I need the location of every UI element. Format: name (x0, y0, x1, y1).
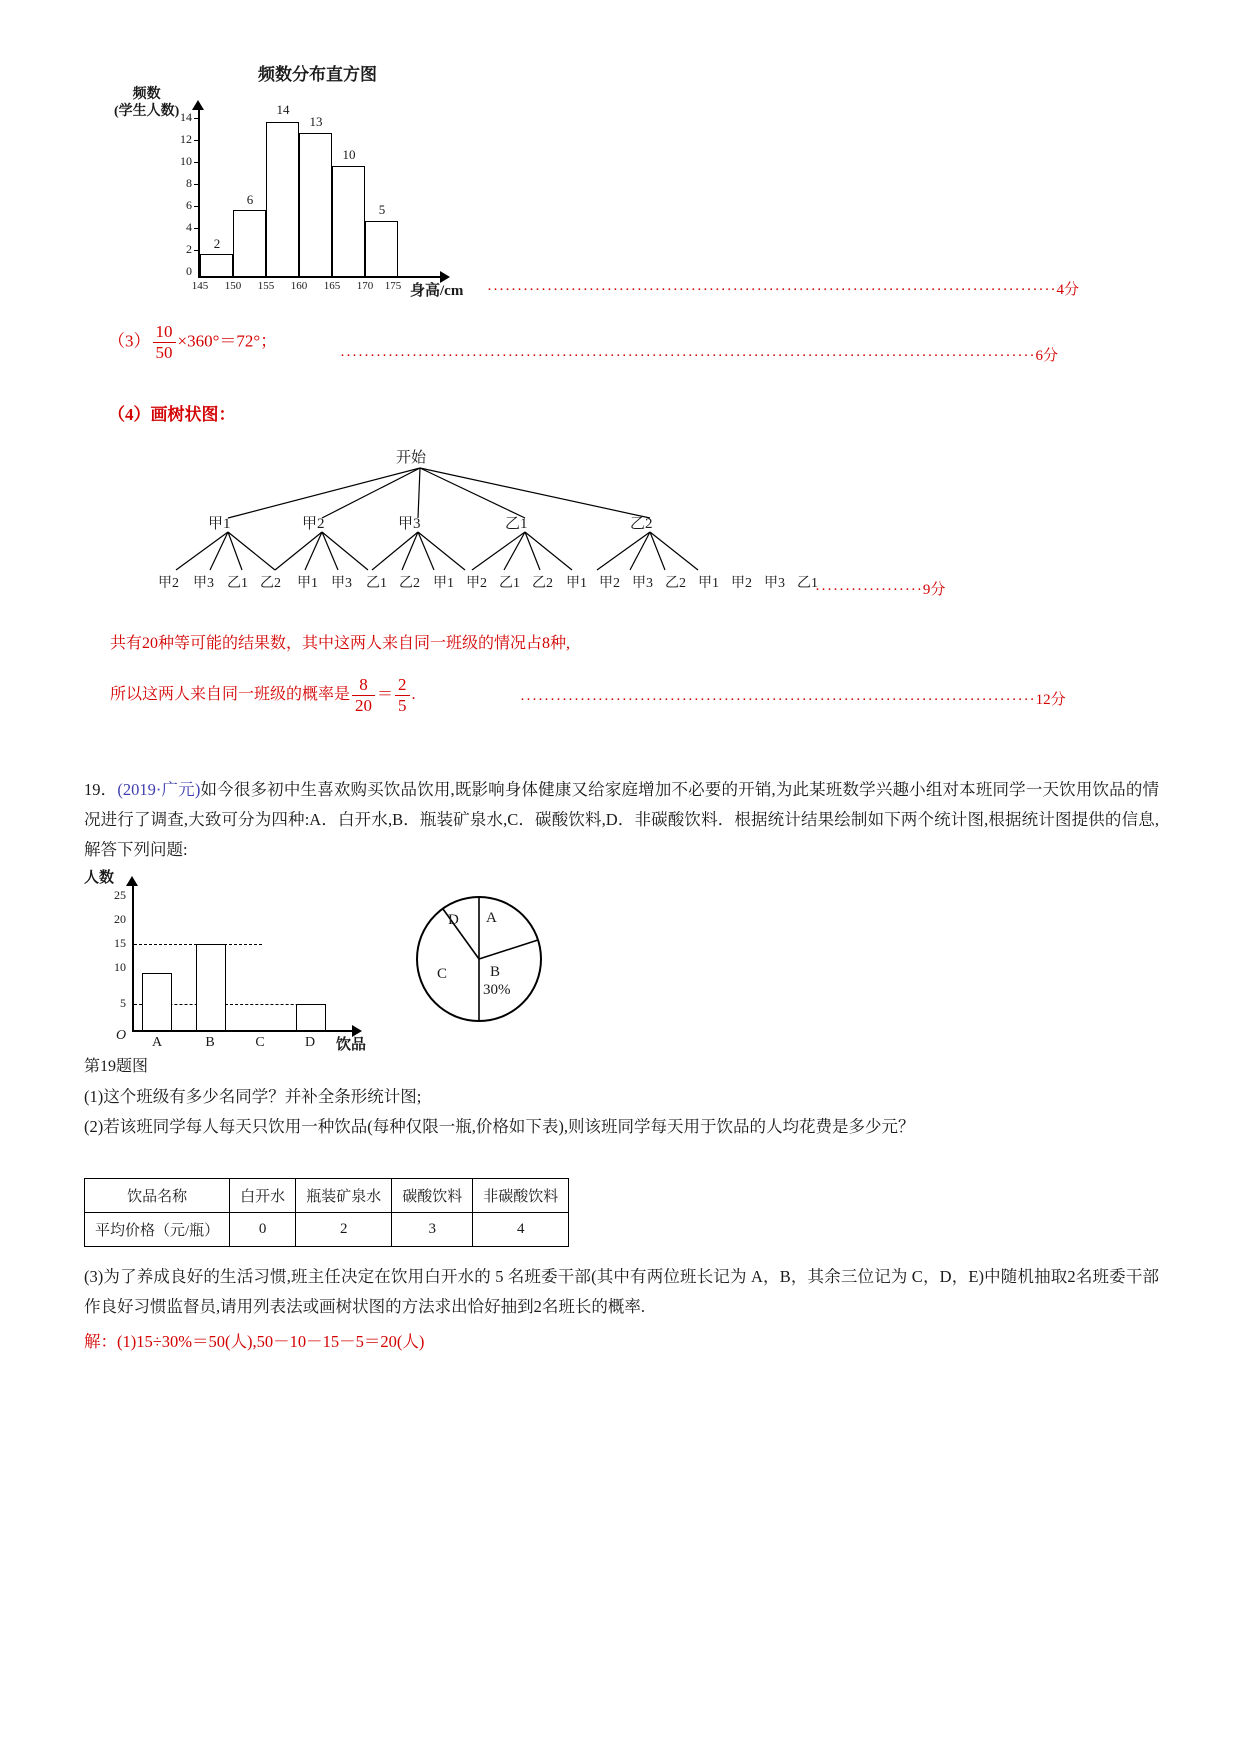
bar2-x-axis-title: 饮品 (336, 1037, 367, 1053)
bar2-x-tick-B: B (205, 1035, 215, 1050)
y-tick-0: 0 (186, 264, 192, 278)
bar-value-4: 13 (309, 114, 323, 129)
question-number: 19． (84, 780, 118, 799)
bar2-y-label: 人数 (84, 870, 115, 886)
table-cell-price-water: 0 (230, 1213, 296, 1247)
bar2-x-tick-D: D (304, 1035, 316, 1050)
tree-leaf: 甲2 (466, 576, 487, 591)
pie-label-B: B (490, 964, 501, 980)
score-line-12 (520, 688, 1066, 709)
score-12: 12分 (1035, 692, 1066, 708)
bar-160-165 (299, 133, 332, 276)
dot-leader: ···················································································································· (340, 348, 1036, 364)
y-axis-label-line1: 频数 (132, 87, 161, 102)
table-cell-price-label: 平均价格（元/瓶） (85, 1213, 230, 1247)
question-source: (2019·广元) (117, 780, 201, 799)
fraction-2-5 (395, 675, 410, 716)
tree-leaf: 甲3 (331, 576, 352, 591)
tree-leaf: 甲1 (297, 576, 318, 591)
y-tick-8: 8 (186, 176, 192, 190)
table-cell-price-carbonated: 3 (392, 1213, 473, 1247)
dot-leader: ·················· (815, 582, 923, 598)
bar2-y-tick-10: 10 (114, 960, 126, 974)
y-tick-12: 12 (180, 132, 192, 146)
conclusion-prefix: 所以这两人来自同一班级的概率是 (110, 686, 351, 704)
tree-leaf: 甲2 (599, 576, 620, 591)
bar2-D (296, 1004, 326, 1030)
bar-155-160 (266, 122, 299, 276)
part4-label: （4）画树状图： (108, 405, 236, 424)
table-cell-price-mineral: 2 (296, 1213, 392, 1247)
pie-label-D: D (448, 912, 459, 928)
tree-leaf: 乙2 (260, 576, 281, 591)
conclusion-line-2 (110, 675, 416, 716)
tree-diagram (100, 440, 860, 605)
tree-node-5: 乙2 (630, 516, 653, 532)
x-tick-145: 145 (191, 280, 209, 292)
bar-value-5: 10 (342, 147, 356, 162)
tree-node-4: 乙1 (505, 516, 528, 532)
tree-leaf: 甲1 (566, 576, 587, 591)
y-tick-14: 14 (180, 110, 192, 124)
score-4: 4分 (1056, 282, 1080, 298)
dot-leader: ······························································································· (487, 282, 1057, 298)
bar-value-2: 6 (246, 192, 254, 207)
x-axis-title: 身高/cm (410, 283, 464, 299)
bar-165-170 (332, 166, 365, 276)
tree-leaf: 乙1 (797, 576, 818, 591)
tree-leaf: 甲1 (433, 576, 454, 591)
bar-170-175 (365, 221, 398, 276)
bar-value-6: 5 (378, 202, 386, 217)
fraction-denominator: 20 (355, 696, 373, 715)
x-tick-155: 155 (257, 280, 275, 292)
x-tick-150: 150 (224, 280, 242, 292)
bar-145-150 (200, 254, 233, 276)
bar-value-3: 14 (276, 102, 290, 117)
part3-prefix: （3） (108, 331, 151, 351)
table-header-noncarbonated: 非碳酸饮料 (473, 1179, 569, 1213)
bar2-y-tick-5: 5 (120, 996, 126, 1010)
score-line-6 (340, 344, 1058, 365)
pie-svg (404, 884, 554, 1034)
bar2-origin-label: O (116, 1028, 127, 1043)
bar2-y-tick-25: 25 (114, 888, 126, 902)
answer-line: 解：(1)15÷30%＝50(人),50－10－15－5＝20(人) (84, 1332, 425, 1351)
x-tick-170: 170 (356, 280, 374, 292)
dot-leader: ······················································································ (520, 692, 1036, 708)
bar2-A (142, 973, 172, 1030)
fraction-denominator: 5 (398, 696, 407, 715)
bar2-y-tick-15: 15 (114, 936, 126, 950)
fraction-10-50 (153, 322, 176, 363)
bar2-x-axis (132, 1030, 354, 1032)
tree-leaf: 甲3 (193, 576, 214, 591)
pie-chart (404, 884, 554, 1034)
price-table (84, 1178, 569, 1247)
tree-node-1: 甲1 (208, 516, 231, 532)
tree-leaf: 乙1 (227, 576, 248, 591)
pie-label-C: C (437, 966, 448, 982)
tree-leaf: 乙2 (532, 576, 553, 591)
table-row-header (85, 1179, 569, 1213)
fraction-numerator: 10 (153, 322, 176, 343)
bar-value-1: 2 (213, 236, 221, 251)
tree-leaf: 甲3 (632, 576, 653, 591)
x-tick-160: 160 (290, 280, 308, 292)
table-header-mineral: 瓶装矿泉水 (296, 1179, 392, 1213)
y-axis-line (198, 108, 200, 278)
table-header-water: 白开水 (230, 1179, 296, 1213)
tree-root: 开始 (396, 450, 427, 466)
bar2-y-axis (132, 884, 134, 1032)
x-tick-165: 165 (323, 280, 341, 292)
y-axis-label-line2: (学生人数) (114, 104, 180, 119)
y-tick-10: 10 (180, 154, 192, 168)
score-9: 9分 (922, 582, 946, 598)
y-tick-4: 4 (186, 220, 192, 234)
bar2-B (196, 944, 226, 1030)
figure-caption-19: 第19题图 (84, 1058, 149, 1075)
y-tick-6: 6 (186, 198, 192, 212)
question-body: 如今很多初中生喜欢购买饮品饮用,既影响身体健康又给家庭增加不必要的开销,为此某班数学兴趣小组对本班同学一天饮用饮品的情况进行了调查,大致可分为四种:A．白开水,B．瓶装矿泉水,C．碳酸饮料,D．非碳酸饮料．根据统计结果绘制如下两个统计图,根据统计图提供的信息,解答下列问题: (84, 780, 1160, 859)
bar2-x-tick-C: C (255, 1035, 265, 1050)
table-row-price (85, 1213, 569, 1247)
pie-label-A: A (486, 910, 497, 926)
table-cell-price-noncarbonated: 4 (473, 1213, 569, 1247)
part3-line (108, 322, 277, 363)
bar-150-155 (233, 210, 266, 276)
question-19-sub1: (1)这个班级有多少名同学？并补全条形统计图; (84, 1087, 422, 1106)
bar2-y-tick-20: 20 (114, 912, 126, 926)
tree-leaf: 甲3 (764, 576, 785, 591)
equals-sign: ＝ (377, 686, 394, 704)
table-header-name: 饮品名称 (85, 1179, 230, 1213)
score-6: 6分 (1035, 348, 1058, 364)
tree-node-2: 甲2 (302, 516, 325, 532)
part3-rest: ×360°＝72°； (177, 331, 278, 351)
question-19-text (84, 775, 1159, 865)
fraction-8-20 (352, 675, 375, 716)
fraction-numerator: 2 (395, 675, 410, 696)
fraction-denominator: 50 (155, 343, 173, 362)
bar2-x-tick-A: A (151, 1035, 163, 1050)
score-line-9 (815, 578, 945, 599)
figure-19 (84, 870, 644, 1053)
x-tick-175: 175 (384, 280, 402, 292)
period: . (411, 686, 416, 704)
score-line-4 (487, 278, 1079, 299)
x-axis-line (198, 276, 443, 278)
question-19-sub3: (3)为了养成良好的生活习惯,班主任决定在饮用白开水的 5 名班委干部(其中有两位班长记为 A，B，其余三位记为 C，D，E)中随机抽取2名班委干部作良好习惯监督员,请用列表法或画树状图的方法求出恰好抽到2名班长的概率. (84, 1267, 1159, 1316)
fraction-numerator: 8 (352, 675, 375, 696)
tree-node-3: 甲3 (398, 516, 421, 532)
tree-leaf: 乙2 (399, 576, 420, 591)
table-header-carbonated: 碳酸饮料 (392, 1179, 473, 1213)
tree-leaf: 乙1 (499, 576, 520, 591)
tree-leaf: 甲2 (731, 576, 752, 591)
tree-leaf: 甲1 (698, 576, 719, 591)
histogram-figure (110, 60, 540, 300)
tree-leaf: 甲2 (158, 576, 179, 591)
y-tick-2: 2 (186, 242, 192, 256)
tree-leaf: 乙2 (665, 576, 686, 591)
question-19-sub2: (2)若该班同学每人每天只饮用一种饮品(每种仅限一瓶,价格如下表),则该班同学每天用于饮品的人均花费是多少元？ (84, 1117, 915, 1136)
figure-title: 频数分布直方图 (258, 65, 377, 84)
pie-label-B-percent: 30% (483, 982, 511, 998)
conclusion-line-1: 共有20种等可能的结果数，其中这两人来自同一班级的情况占8种, (110, 635, 571, 652)
tree-leaf: 乙1 (366, 576, 387, 591)
